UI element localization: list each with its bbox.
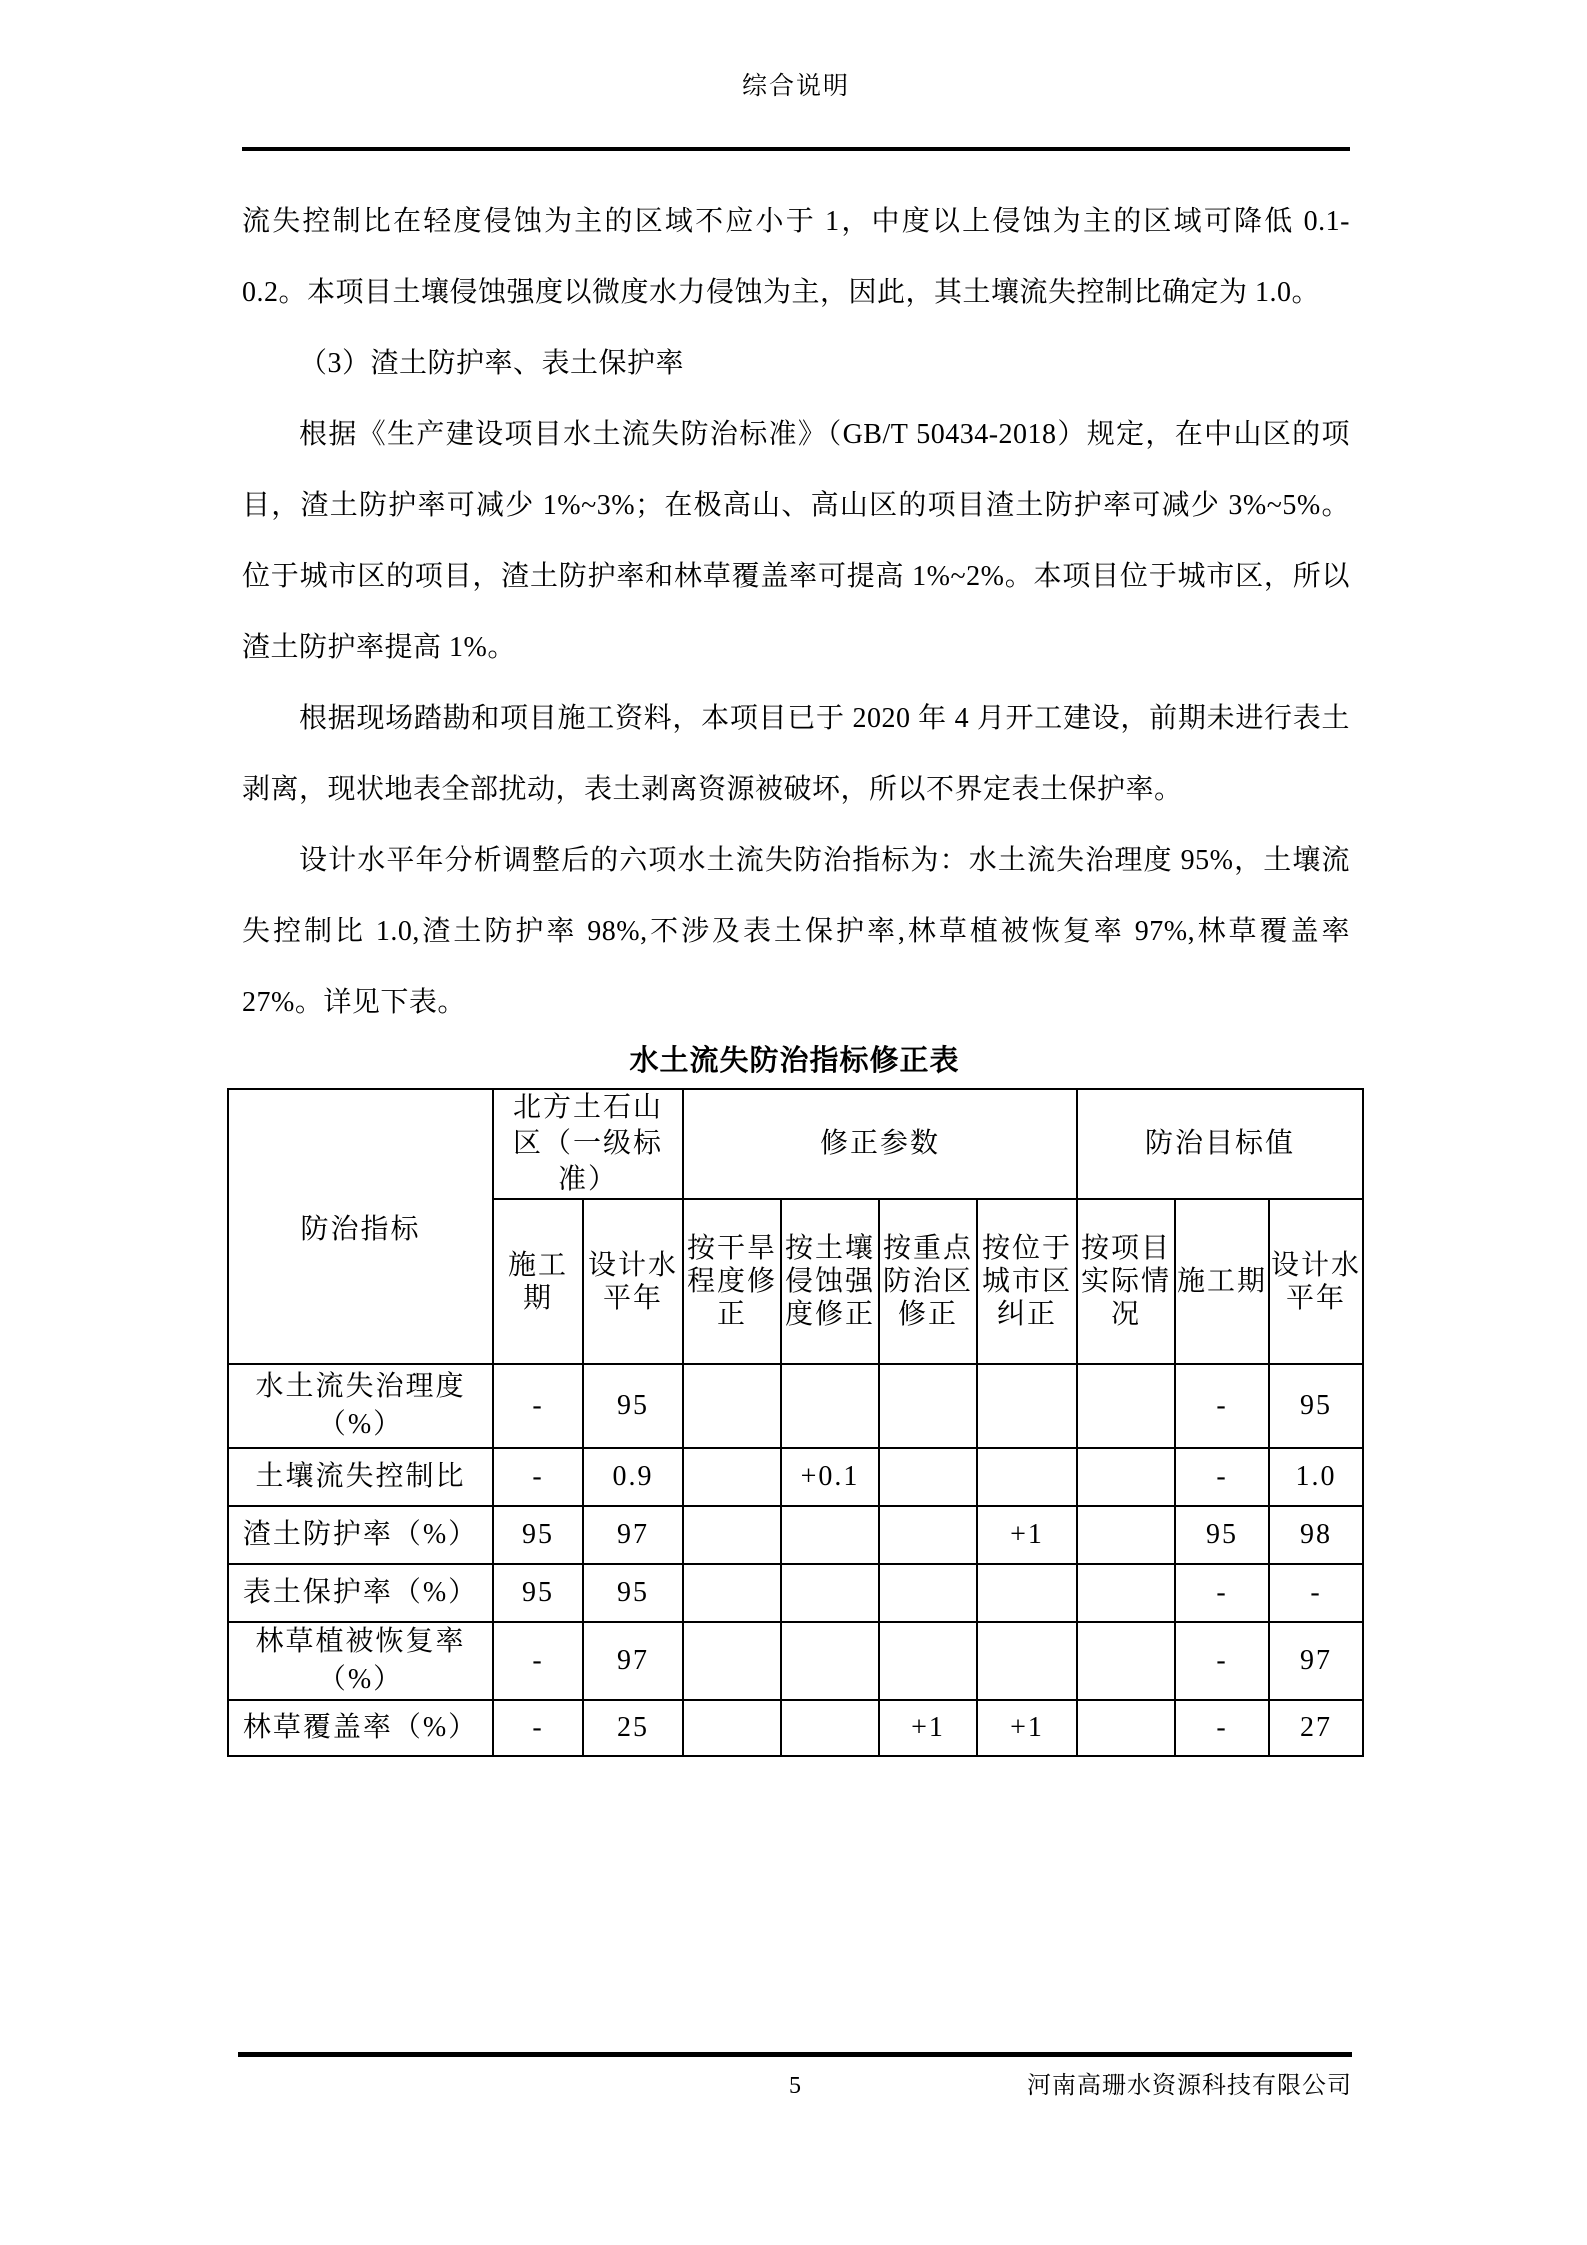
table-cell: 0.9 <box>583 1448 683 1506</box>
table-cell: - <box>493 1364 583 1448</box>
table-cell: - <box>1175 1700 1269 1756</box>
table-cell: 98 <box>1269 1506 1363 1564</box>
table-row <box>228 1364 1363 1448</box>
table-row <box>228 1622 1363 1700</box>
column-header-9: 设计水平年 <box>1269 1199 1363 1364</box>
row-label: 林草植被恢复率（%） <box>228 1622 493 1700</box>
table-cell: 95 <box>1269 1364 1363 1448</box>
table-cell: +1 <box>977 1506 1077 1564</box>
table-cell: 97 <box>583 1622 683 1700</box>
table-cell <box>781 1364 879 1448</box>
row-label: 表土保护率（%） <box>228 1564 493 1622</box>
table-cell <box>781 1622 879 1700</box>
column-header-5: 按重点防治区修正 <box>879 1199 977 1364</box>
table-cell <box>683 1506 781 1564</box>
header-divider <box>242 147 1350 151</box>
table-cell: 95 <box>583 1564 683 1622</box>
table-cell <box>977 1364 1077 1448</box>
col-header-indicator: 防治指标 <box>228 1089 493 1364</box>
table-cell <box>781 1564 879 1622</box>
table-row <box>228 1700 1363 1756</box>
row-label: 土壤流失控制比 <box>228 1448 493 1506</box>
table-head <box>228 1089 1363 1364</box>
table-cell <box>781 1506 879 1564</box>
group-header-standard: 北方土石山区（一级标准） <box>493 1089 683 1199</box>
column-header-1: 施工期 <box>493 1199 583 1364</box>
table-cell <box>1077 1564 1175 1622</box>
table-cell <box>683 1364 781 1448</box>
table-cell: - <box>493 1448 583 1506</box>
column-header-6: 按位于城市区纠正 <box>977 1199 1077 1364</box>
row-label: 林草覆盖率（%） <box>228 1700 493 1756</box>
table-cell: 95 <box>493 1564 583 1622</box>
table-cell <box>879 1622 977 1700</box>
company-name: 河南高珊水资源科技有限公司 <box>1027 2073 1352 2099</box>
table-cell <box>683 1448 781 1506</box>
table-cell <box>781 1700 879 1756</box>
footer-content <box>238 2057 1352 2101</box>
table-row <box>228 1564 1363 1622</box>
table-cell: 97 <box>583 1506 683 1564</box>
table-cell <box>1077 1448 1175 1506</box>
body-content <box>242 186 1350 1038</box>
page-number: 5 <box>789 2073 801 2099</box>
table-cell <box>977 1622 1077 1700</box>
correction-table <box>227 1088 1364 1757</box>
table-cell <box>683 1564 781 1622</box>
table-cell: +1 <box>977 1700 1077 1756</box>
table-cell: 95 <box>493 1506 583 1564</box>
table-cell <box>879 1448 977 1506</box>
table-cell: - <box>1175 1364 1269 1448</box>
table-cell: 95 <box>583 1364 683 1448</box>
group-header-target-values: 防治目标值 <box>1077 1089 1363 1199</box>
table-cell <box>977 1448 1077 1506</box>
table-cell <box>1077 1700 1175 1756</box>
table-cell <box>683 1700 781 1756</box>
table-cell <box>879 1364 977 1448</box>
group-header-correction-params: 修正参数 <box>683 1089 1077 1199</box>
table-body <box>228 1364 1363 1756</box>
page-footer <box>238 2052 1352 2101</box>
body-paragraph-3: 根据《生产建设项目水土流失防治标准》（GB/T 50434-2018）规定，在中山区的项目，渣土防护率可减少 1%~3%；在极高山、高山区的项目渣土防护率可减少 3%~5%。位于城市区的项目，渣土防护率和林草覆盖率可提高 1%~2%。本项目位于城市区，所以渣土防护率提高 1%。 <box>242 419 1350 663</box>
column-header-2: 设计水平年 <box>583 1199 683 1364</box>
table-cell: 27 <box>1269 1700 1363 1756</box>
body-paragraph-2: （3）渣土防护率、表土保护率 <box>299 348 685 379</box>
column-header-7: 按项目实际情况 <box>1077 1199 1175 1364</box>
row-label: 水土流失治理度（%） <box>228 1364 493 1448</box>
row-label: 渣土防护率（%） <box>228 1506 493 1564</box>
table-row <box>228 1448 1363 1506</box>
table-cell: - <box>1175 1564 1269 1622</box>
table-row <box>228 1506 1363 1564</box>
table-cell: +0.1 <box>781 1448 879 1506</box>
table-cell <box>977 1564 1077 1622</box>
page-content <box>0 70 1587 1757</box>
table-cell: +1 <box>879 1700 977 1756</box>
table-cell: 95 <box>1175 1506 1269 1564</box>
table-cell: - <box>1175 1622 1269 1700</box>
body-paragraph-1: 流失控制比在轻度侵蚀为主的区域不应小于 1，中度以上侵蚀为主的区域可降低 0.1-0.2。本项目土壤侵蚀强度以微度水力侵蚀为主，因此，其土壤流失控制比确定为 1.0。 <box>242 206 1350 308</box>
column-header-8: 施工期 <box>1175 1199 1269 1364</box>
table-cell: - <box>1269 1564 1363 1622</box>
table-cell: - <box>1175 1448 1269 1506</box>
table-cell: 25 <box>583 1700 683 1756</box>
table-cell <box>879 1564 977 1622</box>
column-header-4: 按土壤侵蚀强度修正 <box>781 1199 879 1364</box>
table-cell <box>683 1622 781 1700</box>
table-cell: 1.0 <box>1269 1448 1363 1506</box>
table-cell: - <box>493 1700 583 1756</box>
body-paragraph-5: 设计水平年分析调整后的六项水土流失防治指标为：水土流失治理度 95%，土壤流失控制比 1.0,渣土防护率 98%,不涉及表土保护率,林草植被恢复率 97%,林草覆盖率 27%。详见下表。 <box>242 845 1350 1018</box>
column-header-3: 按干旱程度修正 <box>683 1199 781 1364</box>
page-header <box>242 70 1350 104</box>
header-title: 综合说明 <box>741 73 850 100</box>
table-cell: 97 <box>1269 1622 1363 1700</box>
table-title: 水土流失防治指标修正表 <box>629 1045 960 1077</box>
table-group-header-row <box>228 1089 1363 1199</box>
table-cell <box>1077 1506 1175 1564</box>
body-paragraph-4: 根据现场踏勘和项目施工资料，本项目已于 2020 年 4 月开工建设，前期未进行表土剥离，现状地表全部扰动，表土剥离资源被破坏，所以不界定表土保护率。 <box>242 703 1350 805</box>
table-cell <box>1077 1364 1175 1448</box>
table-cell <box>879 1506 977 1564</box>
table-cell <box>1077 1622 1175 1700</box>
table-cell: - <box>493 1622 583 1700</box>
